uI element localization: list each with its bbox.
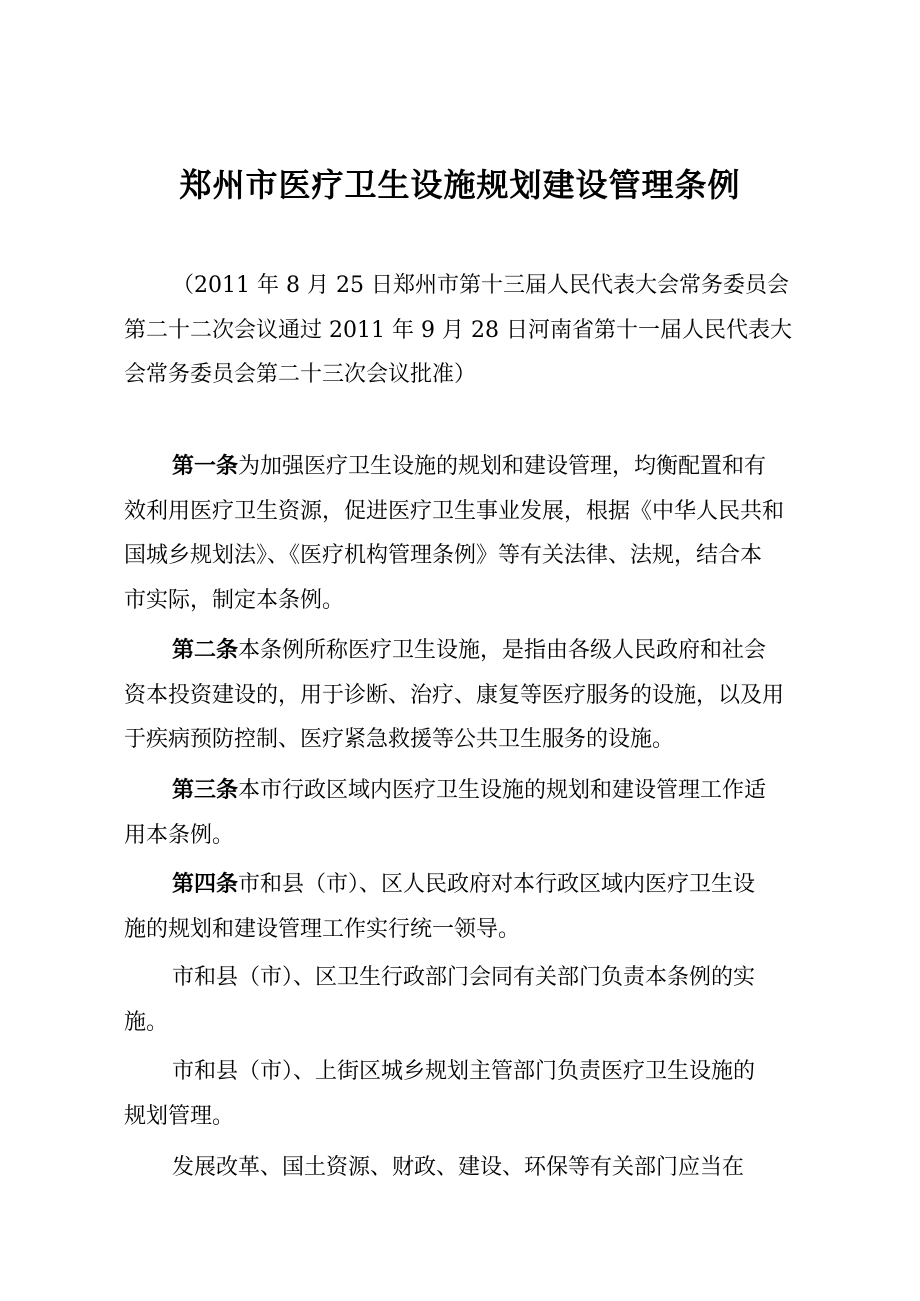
article-4-para-4	[124, 1146, 806, 1191]
article-4-para-4-line: 发展改革、国土资源、财政、建设、环保等有关部门应当在	[172, 1155, 745, 1180]
article-2-line: 于疾病预防控制、医疗紧急救援等公共卫生服务的设施。	[124, 727, 675, 752]
article-2-text: 本条例所称医疗卫生设施，是指由各级人民政府和社会	[238, 638, 767, 663]
document-title: 郑州市医疗卫生设施规划建设管理条例	[179, 166, 741, 204]
preamble-line: 第二十二次会议通过 2011 年 9 月 28 日河南省第十一届人民代表大	[124, 317, 792, 343]
article-2	[124, 628, 806, 763]
preamble-line: 会常务委员会第二十三次会议批准）	[124, 362, 477, 387]
article-4-para-2	[124, 956, 806, 1045]
article-3-line	[124, 768, 806, 814]
article-3-text: 本市行政区域内医疗卫生设施的规划和建设管理工作适	[238, 778, 767, 803]
article-4-para-3-line: 市和县（市）、上街区城乡规划主管部门负责医疗卫生设施的	[172, 1059, 756, 1084]
article-2-line	[124, 628, 806, 674]
article-1-text: 为加强医疗卫生设施的规划和建设管理，均衡配置和有	[238, 454, 767, 479]
article-4-para-3-line: 规划管理。	[124, 1103, 235, 1129]
article-4-line	[124, 862, 806, 908]
article-3	[124, 768, 806, 858]
article-1-label: 第一条	[172, 453, 239, 479]
article-2-label: 第二条	[172, 637, 239, 663]
article-1	[124, 444, 806, 623]
article-4-line: 施的规划和建设管理工作实行统一领导。	[124, 916, 521, 942]
article-1-line	[124, 444, 806, 490]
article-4-text: 市和县（市）、区人民政府对本行政区域内医疗卫生设	[238, 872, 756, 897]
article-3-line: 用本条例。	[124, 822, 235, 848]
preamble-line: （2011 年 8 月 25 日郑州市第十三届人民代表大会常务委员会	[172, 273, 789, 298]
article-1-line: 市实际，制定本条例。	[124, 587, 345, 613]
article-4-para-2-line: 市和县（市）、区卫生行政部门会同有关部门负责本条例的实	[172, 965, 756, 990]
preamble	[124, 264, 806, 398]
article-2-line: 资本投资建设的，用于诊断、治疗、康复等医疗服务的设施，以及用	[124, 682, 785, 708]
article-4-para-3	[124, 1050, 806, 1139]
article-4-para-2-line: 施。	[124, 1009, 169, 1035]
article-1-line: 效利用医疗卫生资源，促进医疗卫生事业发展，根据《中华人民共和	[124, 498, 785, 524]
article-4-label: 第四条	[172, 871, 239, 897]
article-1-line: 国城乡规划法》、《医疗机构管理条例》等有关法律、法规，结合本	[124, 543, 763, 568]
article-3-label: 第三条	[172, 777, 239, 803]
article-4	[124, 862, 806, 952]
